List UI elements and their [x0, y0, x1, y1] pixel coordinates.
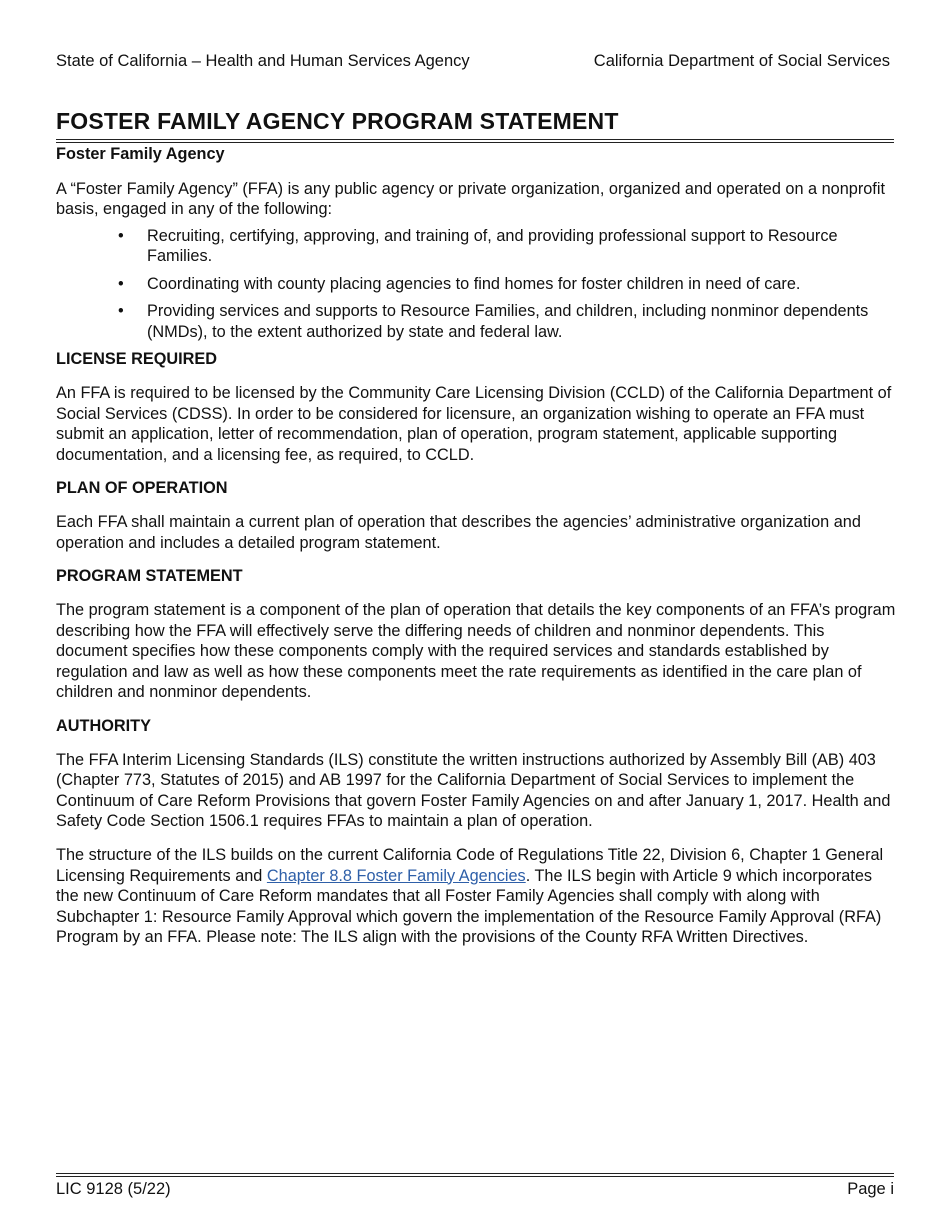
authority-text-after-link: . The ILS begin with Article 9 which incorporates the new Continuum of Care Reform mandates that all Foster Family Agencies shall comply with along with Subchapter 1: Resource Family Approval which govern the implementation of the Resource Family Approval (RFA) Program by an FFA. Please note: The ILS align with the provisions of the County RFA Written Directives.: [56, 866, 882, 946]
title-divider: [56, 139, 894, 140]
bullet-icon: •: [118, 302, 124, 320]
authority-text-before-link: The structure of the ILS builds on the current California Code of Regulations Title 22, Division 6, Chapter 1 General Licensing Requirements and: [56, 846, 884, 885]
list-item-text: Recruiting, certifying, approving, and training of, and providing professional support to Resource Families.: [147, 226, 838, 265]
page-title: FOSTER FAMILY AGENCY PROGRAM STATEMENT: [56, 108, 619, 134]
bullet-icon: •: [118, 274, 124, 293]
section-foster-family-agency: [56, 144, 898, 342]
title-divider-second: [56, 142, 894, 143]
section-authority: [56, 716, 898, 948]
bullet-icon: •: [118, 226, 124, 245]
section-heading: LICENSE REQUIRED: [56, 350, 218, 368]
page-number: Page i: [847, 1180, 894, 1198]
list-item: [56, 301, 898, 342]
section-license-required: [56, 349, 898, 465]
section-plan-of-operation: [56, 478, 898, 553]
document-page: [56, 0, 894, 1230]
program-paragraph: The program statement is a component of the plan of operation that details the key components of an FFA’s program describing how the FFA will effectively serve the differing needs of children and nonminor dependents. This document specifies how these components comply with the required services and standards established by regulation and law as well as how these components meet the rate requirements as identified in the care plan of children and nonminor dependents.: [56, 601, 896, 701]
header-department: California Department of Social Services: [593, 52, 890, 70]
section-heading: PROGRAM STATEMENT: [56, 567, 243, 585]
authority-paragraph-1: The FFA Interim Licensing Standards (ILS) constitute the written instructions authorized by Assembly Bill (AB) 403 (Chapter 773, Statutes of 2015) and AB 1997 for the California Department of Social Services to implement the Continuum of Care Reform Provisions that govern Foster Family Agencies on and after January 1, 2017. Health and Safety Code Section 1506.1 requires FFAs to maintain a plan of operation.: [56, 750, 891, 830]
footer-divider-second: [56, 1176, 894, 1177]
chapter-8-8-link[interactable]: Chapter 8.8 Foster Family Agencies: [266, 866, 526, 885]
header-agency: State of California – Health and Human Services Agency: [56, 52, 470, 70]
list-item: [56, 226, 898, 267]
list-item-text: Providing services and supports to Resource Families, and children, including nonminor dependents (NMDs), to the extent authorized by state and federal law.: [147, 302, 869, 341]
section-heading: PLAN OF OPERATION: [56, 479, 228, 497]
section-heading: AUTHORITY: [56, 716, 151, 735]
list-item-text: Coordinating with county placing agencies to find homes for foster children in need of care.: [147, 274, 801, 293]
authority-paragraph-2: [56, 845, 898, 948]
ffa-activities-list: [56, 226, 898, 343]
section-program-statement: [56, 566, 898, 703]
document-body: [56, 144, 898, 948]
footer-divider: [56, 1173, 894, 1174]
list-item: [56, 274, 898, 295]
plan-paragraph: Each FFA shall maintain a current plan of operation that describes the agencies’ administrative organization and operation and includes a detailed program statement.: [56, 513, 861, 552]
ffa-intro-paragraph: A “Foster Family Agency” (FFA) is any public agency or private organization, organized and operated on a nonprofit basis, engaged in any of the following:: [56, 179, 885, 218]
license-paragraph: An FFA is required to be licensed by the Community Care Licensing Division (CCLD) of the California Department of Social Services (CDSS). In order to be considered for licensure, an organization wishing to operate an FFA must submit an application, letter of recommendation, plan of operation, program statement, applicable supporting documentation, and a licensing fee, as required, to CCLD.: [56, 384, 892, 464]
section-heading: Foster Family Agency: [56, 145, 225, 163]
form-number: LIC 9128 (5/22): [56, 1180, 171, 1198]
